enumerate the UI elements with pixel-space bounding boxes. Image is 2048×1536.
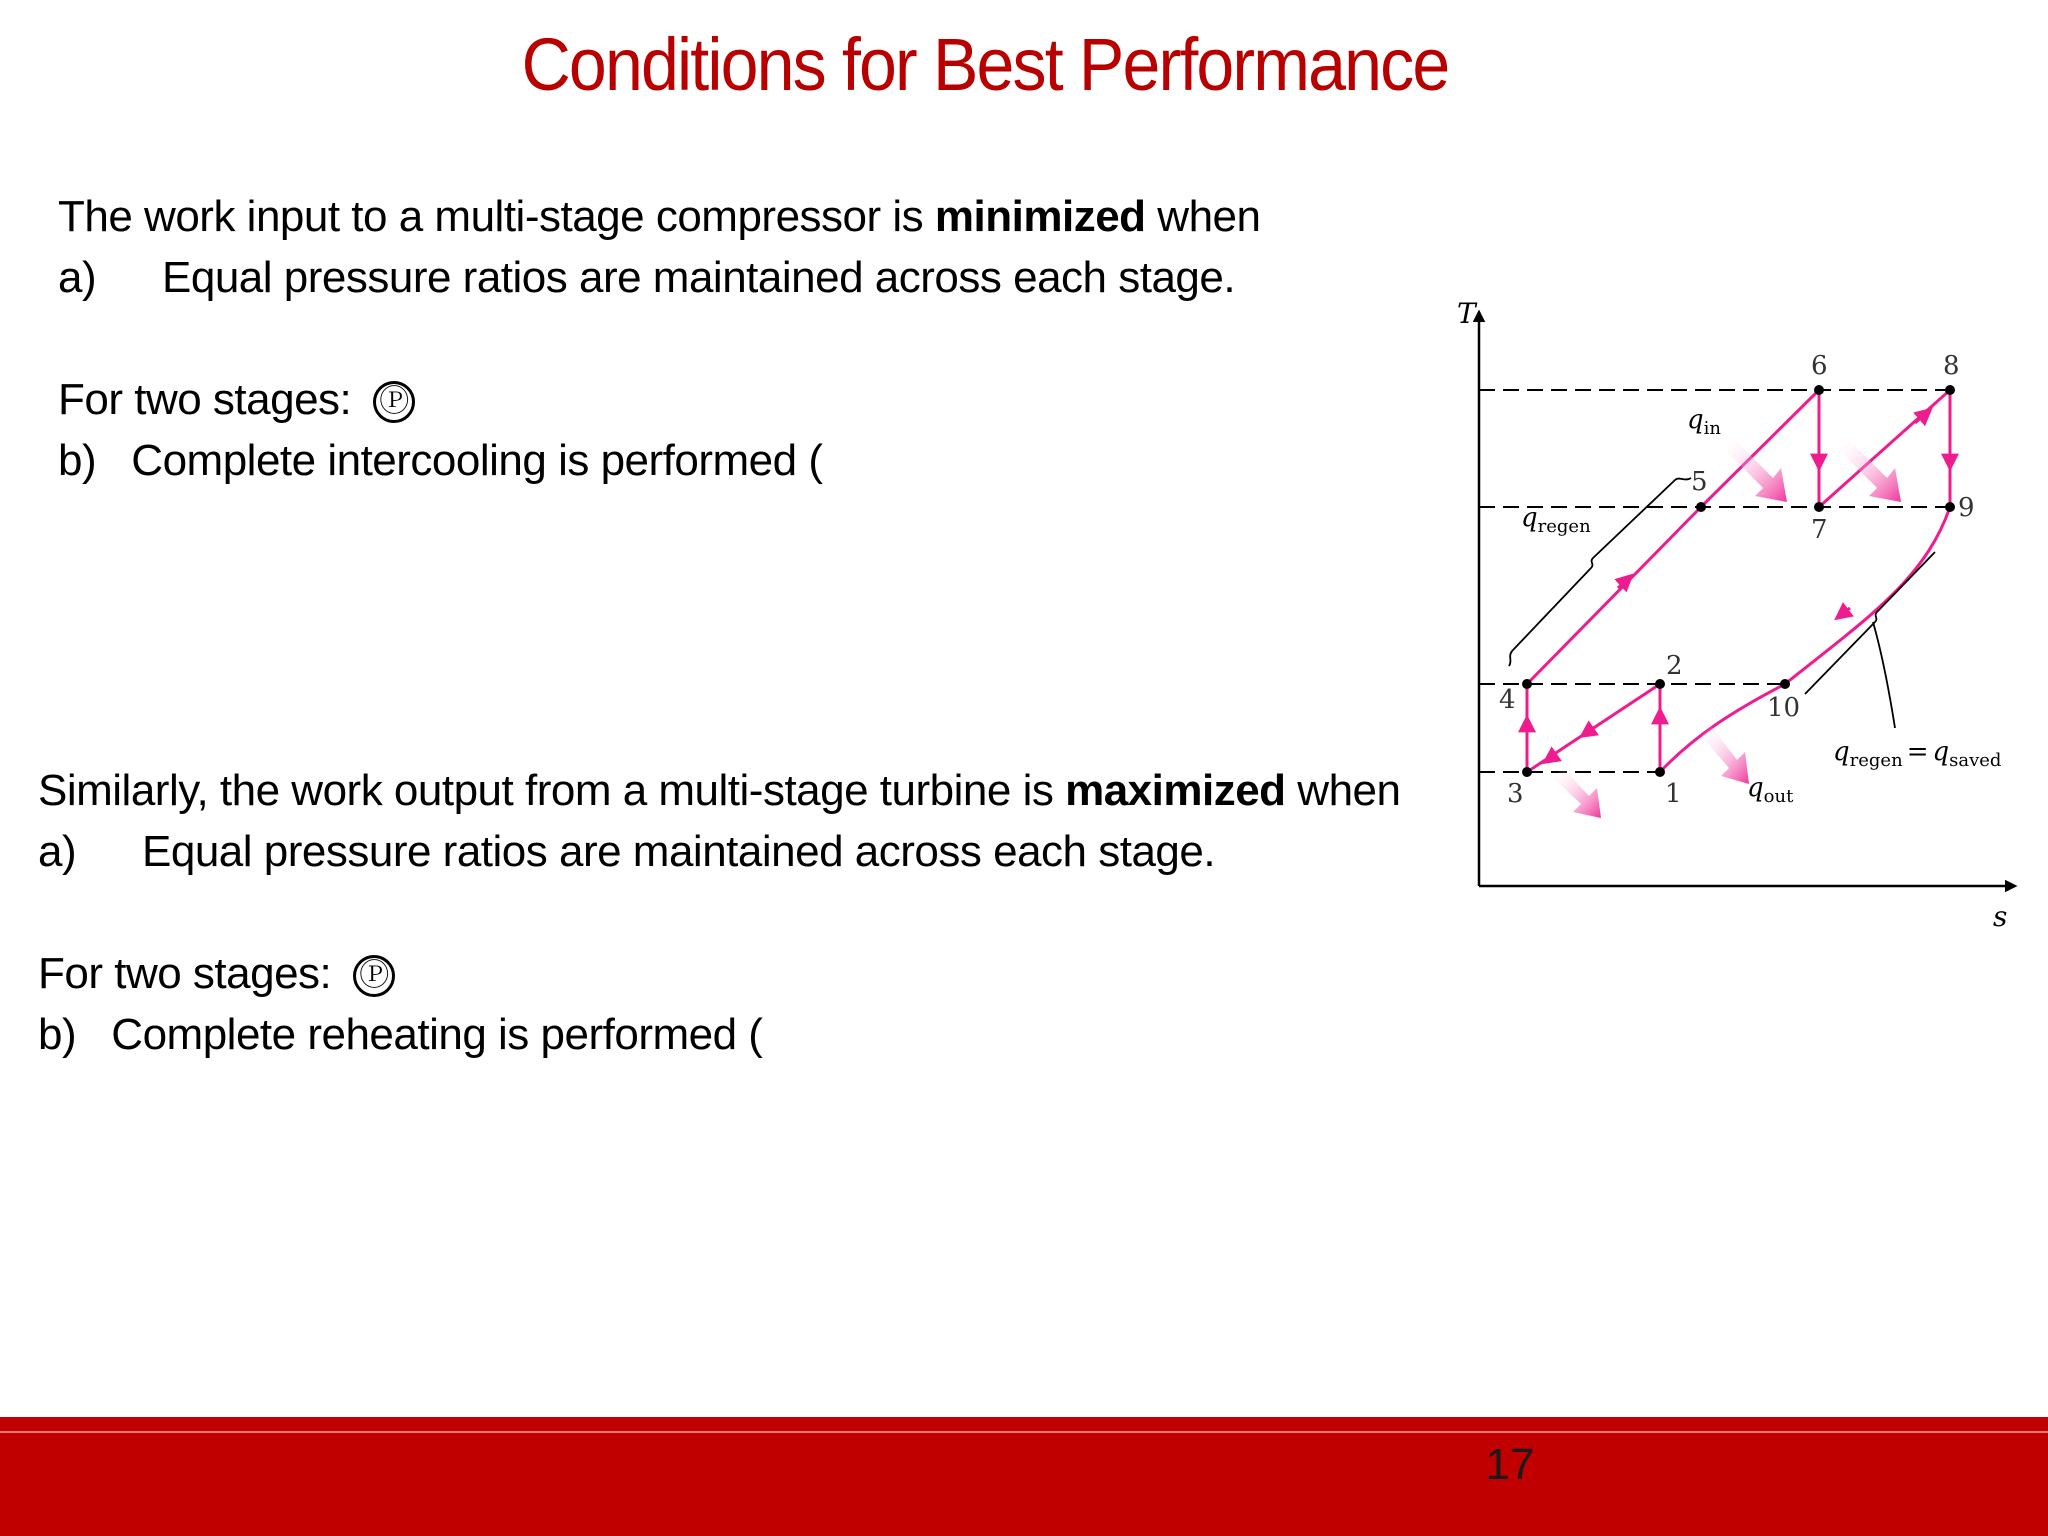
compressor-intro: The work input to a multi-stage compressor is minimized when — [58, 192, 1261, 241]
ts-diagram — [1395, 290, 2035, 940]
footer-divider — [0, 1431, 2048, 1433]
state-label-10: 10 — [1767, 693, 1801, 723]
compressor-two-stages: For two stages: Ⓟ — [58, 369, 1260, 430]
axis-y-label: T — [1457, 297, 1476, 330]
state-label-1: 1 — [1665, 779, 1682, 809]
q-in-label: $q_{in}$ — [1687, 405, 1722, 439]
compressor-item-a: a) Equal pressure ratios are maintained across each stage. — [58, 253, 1236, 302]
turbine-item-b: b) Complete reheating is performed ( — [38, 1010, 763, 1059]
turbine-conditions — [38, 760, 1400, 1065]
q-out-label: $q_{out}$ — [1747, 773, 1794, 807]
axis-x-label: s — [1993, 900, 2008, 933]
state-label-8: 8 — [1943, 351, 1960, 381]
compressor-conditions — [58, 186, 1260, 491]
p-symbol-icon: Ⓟ — [353, 955, 395, 997]
state-label-7: 7 — [1811, 515, 1828, 545]
turbine-two-stages: For two stages: Ⓟ — [38, 943, 1400, 1004]
q-regen-label: $q_{regen}$ — [1521, 503, 1591, 537]
slide-title: Conditions for Best Performance — [521, 23, 1449, 106]
dashed-levels — [1479, 390, 1950, 772]
state-label-3: 3 — [1507, 779, 1524, 809]
maximized-emphasis: maximized — [1065, 766, 1286, 815]
p-symbol-icon: Ⓟ — [373, 381, 415, 423]
page-number: 17 — [1485, 1440, 1535, 1489]
turbine-intro: Similarly, the work output from a multi-stage turbine is maximized when — [38, 766, 1401, 815]
footer-bar — [0, 1417, 2048, 1536]
minimized-emphasis: minimized — [934, 192, 1146, 241]
turbine-item-a: a) Equal pressure ratios are maintained across each stage. — [38, 827, 1216, 876]
state-label-4: 4 — [1499, 685, 1516, 715]
state-label-2: 2 — [1666, 651, 1683, 681]
compressor-item-b: b) Complete intercooling is performed ( — [58, 436, 823, 485]
state-label-5: 5 — [1691, 467, 1708, 497]
state-label-6: 6 — [1811, 351, 1828, 381]
state-label-9: 9 — [1958, 493, 1975, 523]
q-regen-equals-q-saved: $q_{regen} = q_{saved}$ — [1833, 737, 2002, 771]
